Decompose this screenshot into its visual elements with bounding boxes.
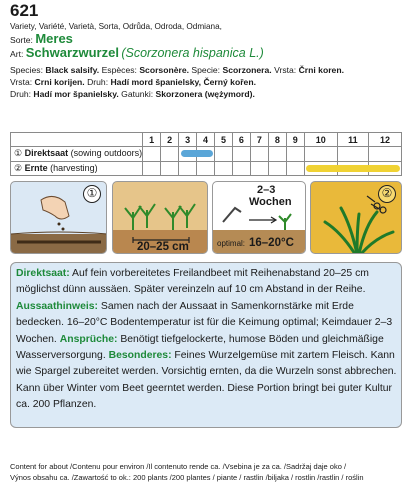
month-cell bbox=[143, 161, 161, 175]
cultivation-instructions bbox=[10, 262, 402, 428]
species-name-hr: Crni korijen. bbox=[34, 77, 85, 87]
month-header: 2 bbox=[161, 133, 179, 147]
text-requirements: Benötigt tiefgelockerte, humose Böden und gleichmäßige Wasserversorgung. bbox=[16, 333, 384, 362]
species-line-1 bbox=[10, 65, 344, 76]
art-label: Art: bbox=[10, 49, 24, 59]
month-cell bbox=[337, 147, 368, 161]
species-label-pl: Gatunki: bbox=[121, 89, 154, 99]
harvest-illustration bbox=[310, 181, 402, 254]
harvest-period-bar bbox=[306, 165, 399, 172]
month-header: 10 bbox=[304, 133, 337, 147]
month-header: 12 bbox=[369, 133, 402, 147]
species-name-en: Black salsify. bbox=[45, 65, 100, 75]
species-label-hr: Vrsta: bbox=[10, 77, 33, 87]
month-cell bbox=[161, 147, 179, 161]
heading-special: Besonderes: bbox=[108, 350, 172, 362]
species-label-sl: Vrsta: bbox=[274, 65, 297, 75]
art-name: Schwarzwurzel bbox=[25, 45, 119, 60]
text-special: Feines Wurzelgemüse mit zartem Fleisch. Kann wie Spargel zubereitet werden. Vorsichtig ernten, da die Wurzeln sonst abbrechen. Kann über Winter vom Beet geerntet werden. Diese Portion bringt bei guter Kultur ca. 200 Pflanzen. bbox=[16, 350, 397, 411]
calendar-row-label bbox=[11, 147, 143, 161]
weeks-value: 2–3 bbox=[257, 184, 276, 196]
species-name-pl: Skorzonera (wężymord). bbox=[155, 89, 255, 99]
month-header: 3 bbox=[179, 133, 197, 147]
month-cell bbox=[250, 147, 268, 161]
month-cell bbox=[143, 147, 161, 161]
germination-illustration bbox=[212, 181, 306, 254]
month-header: 9 bbox=[286, 133, 304, 147]
month-header: 11 bbox=[337, 133, 368, 147]
content-note-line-2: Výnos obsahu ca. /Zawartość to ok.: 200 plants /200 plantes / piante / rastlin /biljaka / rostlin /rastlin / roślin bbox=[10, 473, 364, 482]
paragraph-sowing-notes bbox=[16, 299, 397, 414]
step-number: ① bbox=[83, 185, 101, 203]
month-cell bbox=[161, 161, 179, 175]
month-header: 7 bbox=[250, 133, 268, 147]
month-cell bbox=[369, 147, 402, 161]
row-note: (harvesting) bbox=[50, 162, 98, 173]
month-cell bbox=[232, 147, 250, 161]
sowing-period-bar bbox=[181, 150, 213, 157]
month-header: 1 bbox=[143, 133, 161, 147]
species-label-sk: Druh: bbox=[10, 89, 32, 99]
month-cell bbox=[197, 161, 215, 175]
text-direct-sowing: Auf fein vorbereitetes Freilandbeet mit Reihenabstand 20–25 cm möglichst dünn aussäen. Später vereinzeln auf 10 cm Abstand in der Reihe. bbox=[16, 268, 369, 296]
sorte-label: Sorte: bbox=[10, 35, 33, 45]
art-latin: (Scorzonera hispanica L.) bbox=[121, 46, 264, 60]
species-name-sl: Črni koren. bbox=[298, 65, 344, 75]
spacing-illustration bbox=[112, 181, 208, 254]
art-row bbox=[10, 47, 264, 60]
month-header: 8 bbox=[268, 133, 286, 147]
month-header: 6 bbox=[232, 133, 250, 147]
month-cell bbox=[268, 147, 286, 161]
species-name-cz: Hadí mord španielsky, Černý kořen. bbox=[110, 77, 256, 87]
month-cell bbox=[250, 161, 268, 175]
calendar-row-label bbox=[11, 161, 143, 175]
species-line-2 bbox=[10, 77, 256, 88]
text-sowing-notes: Samen nach der Aussaat in Samenkornstärke mit Erde bedecken. 16–20°C Bodentemperatur ist für die Keimung optimal; Keimdauer 2–3 Wochen. bbox=[16, 300, 393, 345]
row-spacing-label: 20–25 cm bbox=[137, 241, 189, 253]
heading-sowing-notes: Aussaathinweis: bbox=[16, 300, 98, 312]
step-number: ② bbox=[378, 185, 396, 203]
month-header: 4 bbox=[197, 133, 215, 147]
month-cell bbox=[304, 147, 337, 161]
species-label-it: Specie: bbox=[191, 65, 221, 75]
sorte-name: Meres bbox=[35, 31, 73, 46]
weeks-label: Wochen bbox=[249, 196, 292, 208]
row-number: ① bbox=[14, 148, 23, 159]
month-cell bbox=[215, 147, 233, 161]
sowing-illustration bbox=[10, 181, 107, 254]
optimal-temperature: 16–20°C bbox=[249, 237, 294, 249]
month-cell bbox=[268, 161, 286, 175]
species-name-it: Scorzonera. bbox=[222, 65, 272, 75]
month-cell bbox=[286, 147, 304, 161]
row-number: ② bbox=[14, 162, 23, 173]
species-line-3 bbox=[10, 89, 255, 100]
month-cell bbox=[232, 161, 250, 175]
row-title: Ernte bbox=[24, 162, 48, 173]
species-label: Species: bbox=[10, 65, 43, 75]
month-cell bbox=[179, 161, 197, 175]
heading-requirements: Ansprüche: bbox=[59, 333, 118, 345]
paragraph-direct-sowing bbox=[16, 266, 397, 299]
calendar-header-row bbox=[11, 133, 402, 147]
species-name-fr: Scorsonère. bbox=[139, 65, 190, 75]
species-name-sk: Hadí mor španielsky. bbox=[33, 89, 119, 99]
optimal-label: optimal: bbox=[217, 239, 246, 248]
variety-labels: Variety, Variété, Varietà, Sorta, Odrůda, Odroda, Odmiana, bbox=[10, 22, 222, 31]
month-cell bbox=[286, 161, 304, 175]
heading-direct-sowing: Direktsaat: bbox=[16, 268, 70, 279]
species-label-cz: Druh: bbox=[87, 77, 109, 87]
row-title: Direktsaat bbox=[24, 148, 69, 159]
month-header: 5 bbox=[215, 133, 233, 147]
calendar-corner bbox=[11, 133, 143, 147]
product-code: 621 bbox=[10, 1, 39, 20]
content-note-line-1: Content for about /Contenu pour environ /Il contenuto rende ca. /Vsebina je za ca. /Sadržaj daje oko / bbox=[10, 462, 347, 471]
row-note: (sowing outdoors) bbox=[70, 148, 143, 159]
species-label-fr: Espèces: bbox=[101, 65, 137, 75]
month-cell bbox=[215, 161, 233, 175]
